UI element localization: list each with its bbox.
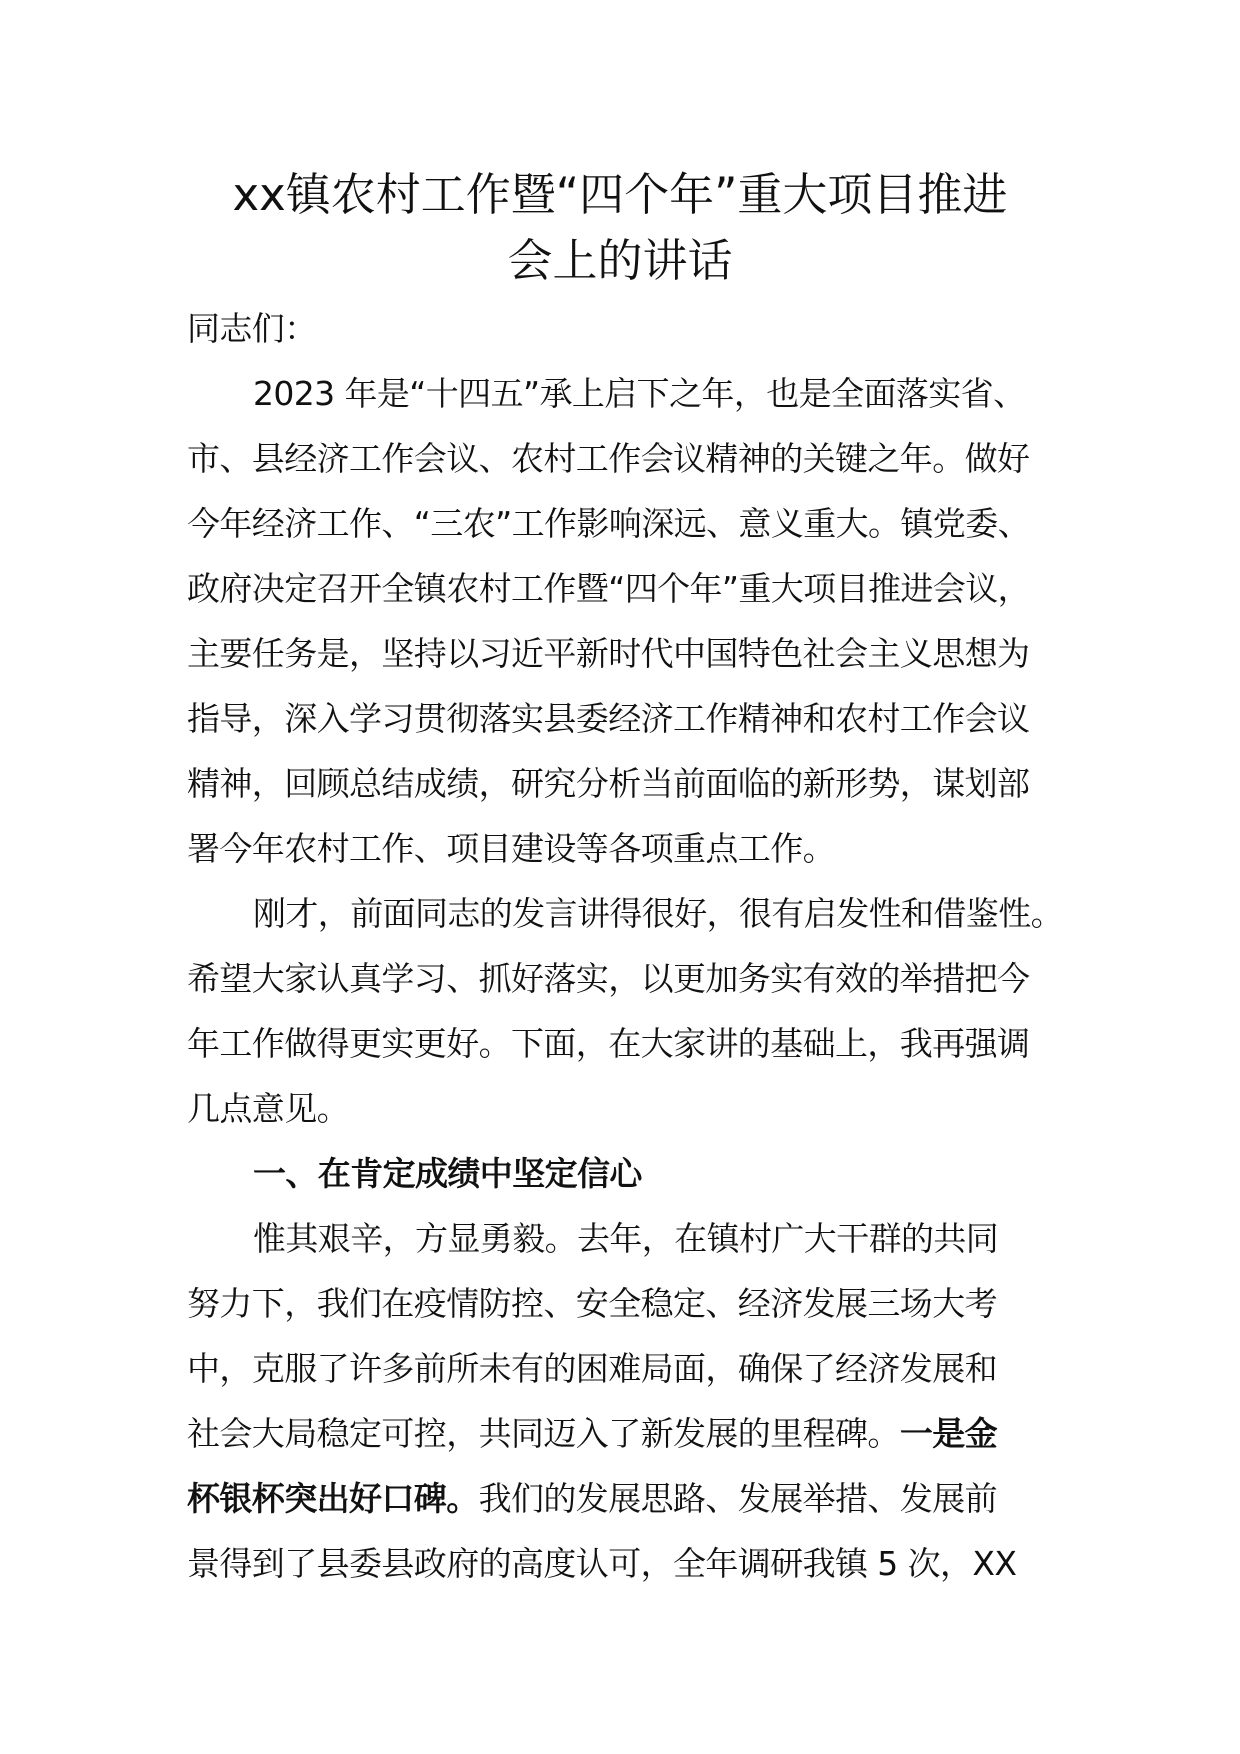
bold-highlight: 一是金 [899, 1414, 998, 1453]
text-segment: 社会大局稳定可控，共同迈入了新发展的里程碑。 [187, 1414, 900, 1453]
paragraph-line: 中，克服了许多前所未有的困难局面，确保了经济发展和 [187, 1349, 998, 1388]
bold-highlight: 杯银杯突出好口碑。 [187, 1479, 479, 1518]
salutation: 同志们： [187, 309, 317, 348]
paragraph-line: 景得到了县委县政府的高度认可，全年调研我镇 5 次，XX [187, 1544, 1017, 1583]
paragraph-line: 惟其艰辛，方显勇毅。去年，在镇村广大干群的共同 [253, 1219, 999, 1258]
paragraph-line: 2023 年是“十四五”承上启下之年，也是全面落实省、 [253, 374, 1026, 413]
paragraph-line: 刚才，前面同志的发言讲得很好，很有启发性和借鉴性。 [253, 894, 1064, 933]
paragraph-line: 今年经济工作、“三农”工作影响深远、意义重大。镇党委、 [187, 504, 1030, 543]
paragraph-line: 署今年农村工作、项目建设等各项重点工作。 [187, 829, 836, 868]
document-body [187, 296, 1087, 1596]
paragraph-line: 年工作做得更实更好。下面，在大家讲的基础上，我再强调 [187, 1024, 1030, 1063]
paragraph-line: 希望大家认真学习、抓好落实，以更加务实有效的举措把今 [187, 959, 1030, 998]
paragraph-line: 政府决定召开全镇农村工作暨“四个年”重大项目推进会议， [187, 569, 1030, 608]
title-line-2: 会上的讲话 [507, 234, 733, 287]
paragraph-line: 指导，深入学习贯彻落实县委经济工作精神和农村工作会议 [187, 699, 1030, 738]
title-line-1: xx镇农村工作暨“四个年”重大项目推进 [232, 168, 1008, 221]
paragraph-line: 精神，回顾总结成绩，研究分析当前面临的新形势，谋划部 [187, 764, 1030, 803]
paragraph-line: 几点意见。 [187, 1089, 350, 1128]
text-segment: 我们的发展思路、发展举措、发展前 [478, 1479, 998, 1518]
paragraph-line: 努力下，我们在疫情防控、安全稳定、经济发展三场大考 [187, 1284, 998, 1323]
paragraph-line: 主要任务是，坚持以习近平新时代中国特色社会主义思想为 [187, 634, 1030, 673]
paragraph-line-mixed [187, 1401, 1087, 1466]
paragraph-line: 市、县经济工作会议、农村工作会议精神的关键之年。做好 [187, 439, 1030, 478]
section-heading: 一、在肯定成绩中坚定信心 [253, 1154, 642, 1193]
document-title [150, 162, 1090, 294]
paragraph-line-mixed [187, 1466, 1087, 1531]
